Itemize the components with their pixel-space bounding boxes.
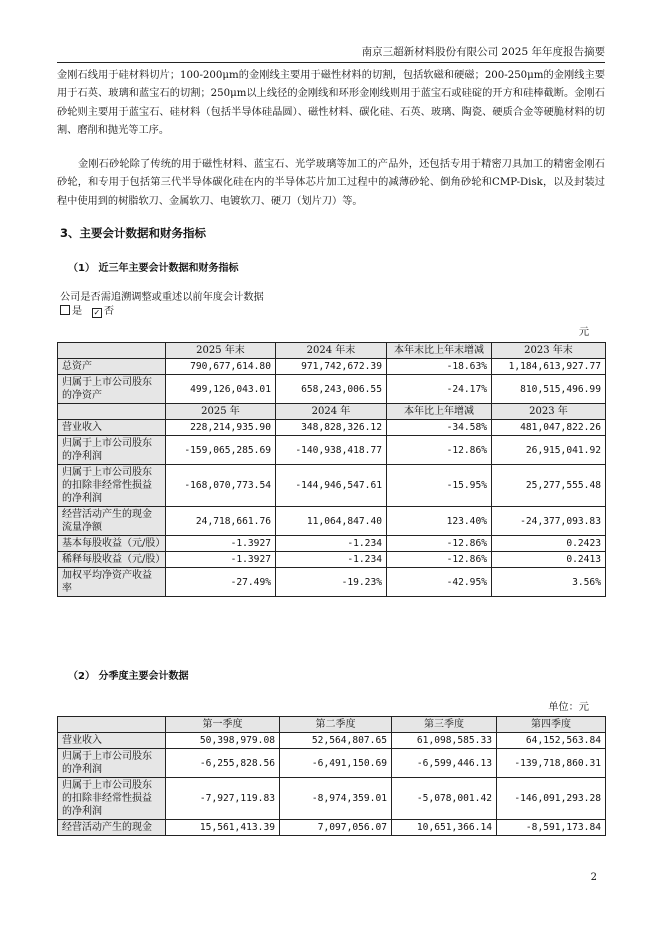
cell-value: 348,828,326.12 xyxy=(276,420,387,436)
page-number: 2 xyxy=(590,872,597,883)
table1-unit: 元 xyxy=(578,327,589,338)
cell-value: -6,491,150.69 xyxy=(280,749,392,778)
row-label: 归属于上市公司股东的净利润 xyxy=(58,749,166,778)
row-label: 加权平均净资产收益率 xyxy=(58,568,166,597)
table-row xyxy=(58,536,606,552)
cell-value: -24.17% xyxy=(387,375,492,404)
cell-value: -18.63% xyxy=(387,359,492,375)
header-cell: 2023 年 xyxy=(492,404,606,420)
cell-value: -1.3927 xyxy=(166,552,276,568)
cell-value: -34.58% xyxy=(387,420,492,436)
table2-header-row xyxy=(58,717,606,733)
header-cell xyxy=(58,343,166,359)
cell-value: -12.86% xyxy=(387,552,492,568)
row-label: 经营活动产生的现金流量净额 xyxy=(58,507,166,536)
cell-value: 52,564,807.65 xyxy=(280,733,392,749)
cell-value: 7,097,056.07 xyxy=(280,820,392,836)
cell-value: 1,184,613,927.77 xyxy=(492,359,606,375)
cell-value: -144,946,547.61 xyxy=(276,465,387,507)
cell-value: -7,927,119.83 xyxy=(166,778,280,820)
table-row xyxy=(58,552,606,568)
row-label: 营业收入 xyxy=(58,420,166,436)
cell-value: -19.23% xyxy=(276,568,387,597)
table-row xyxy=(58,733,606,749)
header-cell: 本年比上年增减 xyxy=(387,404,492,420)
row-label: 归属于上市公司股东的扣除非经常性损益的净利润 xyxy=(58,778,166,820)
cell-value: 481,047,822.26 xyxy=(492,420,606,436)
cell-value: -1.3927 xyxy=(166,536,276,552)
table1-header-row-2 xyxy=(58,404,606,420)
cell-value: -1.234 xyxy=(276,536,387,552)
header-cell: 2025 年末 xyxy=(166,343,276,359)
table-row xyxy=(58,436,606,465)
cell-value: 26,915,041.92 xyxy=(492,436,606,465)
cell-value: 810,515,496.99 xyxy=(492,375,606,404)
row-label: 营业收入 xyxy=(58,733,166,749)
cell-value: -6,599,446.13 xyxy=(392,749,497,778)
cell-value: 24,718,661.76 xyxy=(166,507,276,536)
cell-value: -8,591,173.84 xyxy=(497,820,606,836)
row-label: 经营活动产生的现金 xyxy=(58,820,166,836)
row-label: 稀释每股收益（元/股） xyxy=(58,552,166,568)
row-label: 总资产 xyxy=(58,359,166,375)
cell-value: -12.86% xyxy=(387,536,492,552)
restatement-options xyxy=(60,302,114,318)
row-label: 归属于上市公司股东的净资产 xyxy=(58,375,166,404)
cell-value: -42.95% xyxy=(387,568,492,597)
table-row xyxy=(58,375,606,404)
header-cell: 2025 年 xyxy=(166,404,276,420)
cell-value: 658,243,006.55 xyxy=(276,375,387,404)
cell-value: -27.49% xyxy=(166,568,276,597)
subsection-title-3yr: （1） 近三年主要会计数据和财务指标 xyxy=(68,263,239,274)
cell-value: 11,064,847.40 xyxy=(276,507,387,536)
cell-value: -1.234 xyxy=(276,552,387,568)
paragraph-diamond-wheel: 金刚石砂轮除了传统的用于磁性材料、蓝宝石、光学玻璃等加工的产品外，还包括专用于精密刀具加工的精密金刚石砂轮，和专用于包括第三代半导体碳化硅在内的半导体芯片加工过程中的减薄砂轮、倒角砂轮和CMP-Disk，以及封装过程中使用到的树脂软刀、金属软刀、电镀软刀、硬刀（划片刀）等。 xyxy=(57,159,605,207)
cell-value: 499,126,043.01 xyxy=(166,375,276,404)
header-cell: 第三季度 xyxy=(392,717,497,733)
table-row xyxy=(58,507,606,536)
cell-value: -139,718,860.31 xyxy=(497,749,606,778)
cell-value: 971,742,672.39 xyxy=(276,359,387,375)
page-header: 南京三超新材料股份有限公司 2025 年年度报告摘要 xyxy=(57,44,605,63)
cell-value: 64,152,563.84 xyxy=(497,733,606,749)
option-no-label: 否 xyxy=(103,306,115,317)
header-cell: 第四季度 xyxy=(497,717,606,733)
header-cell: 第一季度 xyxy=(166,717,280,733)
cell-value: -5,078,001.42 xyxy=(392,778,497,820)
header-cell xyxy=(58,404,166,420)
cell-value: 50,398,979.08 xyxy=(166,733,280,749)
restatement-question: 公司是否需追溯调整或重述以前年度会计数据 xyxy=(60,292,264,303)
table-quarterly-data xyxy=(57,716,606,836)
header-cell: 2023 年末 xyxy=(492,343,606,359)
table1-header-row-1 xyxy=(58,343,606,359)
cell-value: 228,214,935.90 xyxy=(166,420,276,436)
option-yes-label: 是 xyxy=(72,306,83,317)
table-row xyxy=(58,465,606,507)
cell-value: 15,561,413.39 xyxy=(166,820,280,836)
cell-value: 0.2413 xyxy=(492,552,606,568)
cell-value: 25,277,555.48 xyxy=(492,465,606,507)
checkbox-checked-icon: ✓ xyxy=(93,308,101,317)
paragraph-diamond-wire: 金刚石线用于硅材料切片；100-200μm的金刚线主要用于磁性材料的切割，包括软磁和硬磁；200-250μm的金刚线主要用于石英、玻璃和蓝宝石的切割；250μm以上线径的金刚线和环形金刚线则用于蓝宝石或硅碇的开方和硅棒截断。金刚石砂轮则主要用于蓝宝石、硅材料（包括半导体硅晶圆）、磁性材料、碳化硅、石英、玻璃、陶瓷、硬质合金等硬脆材料的切割、磨削和抛光等工序。 xyxy=(57,70,605,136)
header-cell: 第二季度 xyxy=(280,717,392,733)
table-row xyxy=(58,568,606,597)
subsection-title-quarterly: （2） 分季度主要会计数据 xyxy=(68,671,189,682)
table-row xyxy=(58,820,606,836)
header-cell: 2024 年 xyxy=(276,404,387,420)
cell-value: -159,065,285.69 xyxy=(166,436,276,465)
cell-value: -168,070,773.54 xyxy=(166,465,276,507)
header-cell xyxy=(58,717,166,733)
cell-value: 10,651,366.14 xyxy=(392,820,497,836)
cell-value: -146,091,293.28 xyxy=(497,778,606,820)
cell-value: -15.95% xyxy=(387,465,492,507)
cell-value: 790,677,614.80 xyxy=(166,359,276,375)
cell-value: 0.2423 xyxy=(492,536,606,552)
table-three-year-data xyxy=(57,342,606,597)
row-label: 归属于上市公司股东的扣除非经常性损益的净利润 xyxy=(58,465,166,507)
table-row xyxy=(58,420,606,436)
table-row xyxy=(58,749,606,778)
table-row xyxy=(58,778,606,820)
row-label: 基本每股收益（元/股） xyxy=(58,536,166,552)
header-cell: 2024 年末 xyxy=(276,343,387,359)
row-label: 归属于上市公司股东的净利润 xyxy=(58,436,166,465)
section-title: 3、主要会计数据和财务指标 xyxy=(60,226,207,240)
checkbox-unchecked-icon xyxy=(60,305,70,315)
cell-value: -8,974,359.01 xyxy=(280,778,392,820)
cell-value: 3.56% xyxy=(492,568,606,597)
header-cell: 本年末比上年末增减 xyxy=(387,343,492,359)
table-row xyxy=(58,359,606,375)
cell-value: 123.40% xyxy=(387,507,492,536)
cell-value: 61,098,585.33 xyxy=(392,733,497,749)
cell-value: -140,938,418.77 xyxy=(276,436,387,465)
cell-value: -24,377,093.83 xyxy=(492,507,606,536)
cell-value: -12.86% xyxy=(387,436,492,465)
cell-value: -6,255,828.56 xyxy=(166,749,280,778)
table2-unit: 单位：元 xyxy=(548,702,589,713)
